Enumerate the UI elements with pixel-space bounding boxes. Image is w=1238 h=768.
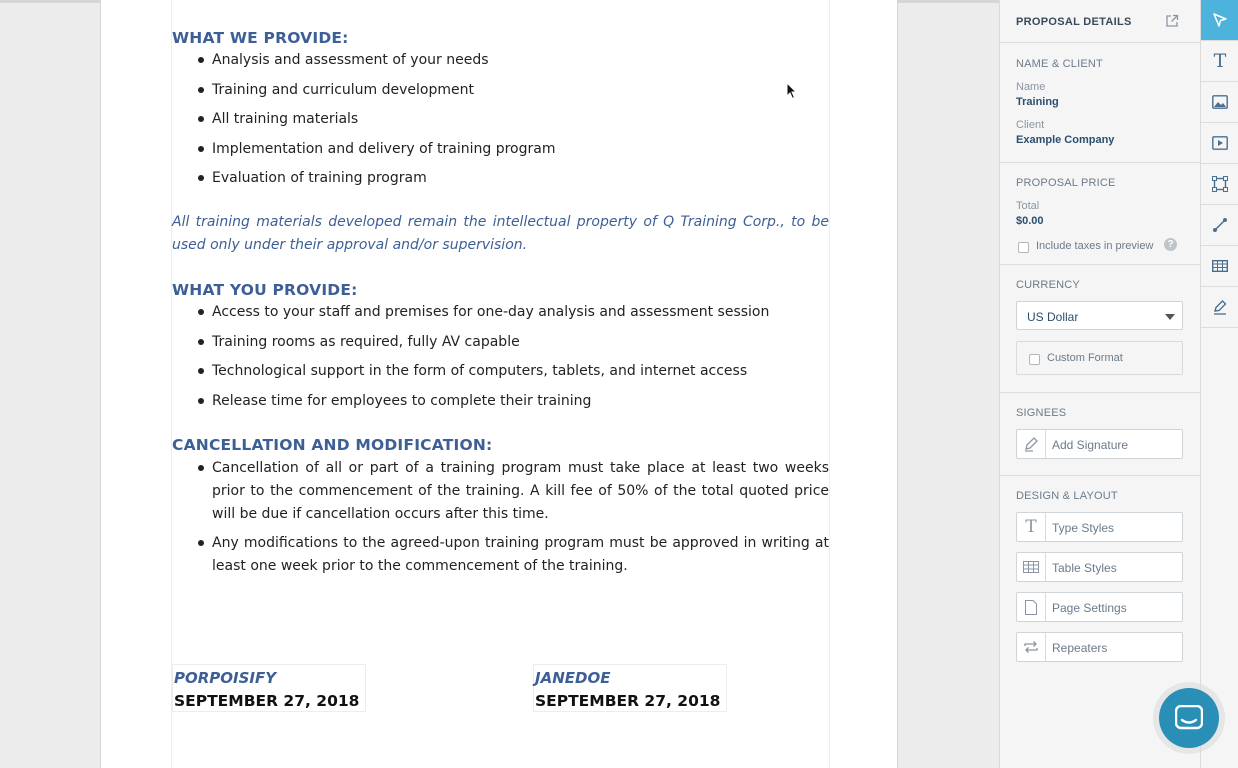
signature-block-janedoe[interactable]: [533, 664, 727, 712]
section-label-signees: SIGNEES: [1016, 407, 1067, 419]
type-styles-button[interactable]: [1016, 512, 1183, 542]
chat-icon: [1175, 705, 1203, 731]
section-label-currency: CURRENCY: [1016, 279, 1080, 291]
client-label: Client: [1016, 119, 1045, 131]
custom-format-box[interactable]: [1016, 341, 1183, 375]
list-item[interactable]: Analysis and assessment of your needs: [172, 49, 829, 72]
total-value: $0.00: [1016, 215, 1044, 227]
chat-launcher-button[interactable]: [1159, 688, 1219, 748]
page-settings-label: Page Settings: [1052, 601, 1127, 615]
divider: [1000, 42, 1200, 43]
video-tool[interactable]: [1201, 123, 1238, 164]
list-item[interactable]: Training rooms as required, fully AV capable: [172, 331, 829, 354]
total-label: Total: [1016, 200, 1040, 212]
external-link-icon[interactable]: [1165, 14, 1179, 28]
include-taxes-label[interactable]: Include taxes in preview: [1036, 240, 1154, 252]
signee-name: PORPOISIFY: [174, 669, 277, 687]
divider: [1000, 392, 1200, 393]
signature-date: SEPTEMBER 27, 2018: [535, 692, 721, 710]
table-styles-button[interactable]: [1016, 552, 1183, 582]
panel-title: PROPOSAL DETAILS: [1016, 16, 1132, 28]
help-icon[interactable]: ?: [1164, 238, 1177, 251]
chevron-down-icon: [1165, 314, 1175, 320]
table-icon: [1017, 553, 1046, 581]
repeaters-button[interactable]: [1016, 632, 1183, 662]
divider: [1000, 475, 1200, 476]
proposal-page[interactable]: [100, 0, 898, 768]
custom-format-checkbox[interactable]: [1029, 354, 1040, 365]
line-icon: [1212, 217, 1228, 233]
list-item[interactable]: Implementation and delivery of training program: [172, 138, 829, 161]
list-item[interactable]: Evaluation of training program: [172, 167, 829, 190]
divider: [1000, 264, 1200, 265]
list-item[interactable]: Technological support in the form of computers, tablets, and internet access: [172, 360, 829, 383]
select-tool[interactable]: [1201, 0, 1238, 41]
ip-note[interactable]: All training materials developed remain the intellectual property of Q Training Corp., to be used only under their approval and/or supervision.: [172, 214, 829, 253]
margin-guide-right: [829, 0, 830, 768]
section-label-proposal-price: PROPOSAL PRICE: [1016, 177, 1116, 189]
section-label-design-layout: DESIGN & LAYOUT: [1016, 490, 1118, 502]
add-signature-button[interactable]: [1016, 429, 1183, 459]
video-icon: [1212, 136, 1228, 150]
custom-format-label[interactable]: Custom Format: [1047, 352, 1123, 364]
shape-icon: [1212, 176, 1228, 192]
repeaters-label: Repeaters: [1052, 641, 1108, 655]
text-tool[interactable]: [1201, 41, 1238, 82]
signature-date: SEPTEMBER 27, 2018: [174, 692, 360, 710]
section-heading-what-we-provide[interactable]: WHAT WE PROVIDE:: [172, 29, 349, 47]
signature-pen-icon: [1212, 299, 1228, 315]
what-we-provide-list: [172, 49, 829, 197]
tool-bar: [1200, 0, 1238, 768]
repeat-icon: [1017, 633, 1046, 661]
list-item[interactable]: Release time for employees to complete their training: [172, 390, 829, 413]
image-icon: [1212, 95, 1228, 109]
add-signature-label: Add Signature: [1052, 438, 1129, 452]
image-tool[interactable]: [1201, 82, 1238, 123]
page-icon: [1017, 593, 1046, 621]
signature-tool[interactable]: [1201, 287, 1238, 328]
list-item[interactable]: Training and curriculum development: [172, 79, 829, 102]
pointer-icon: [1212, 12, 1228, 28]
proposal-details-panel: [999, 0, 1200, 768]
name-label: Name: [1016, 81, 1046, 93]
text-icon: T: [1213, 50, 1227, 72]
client-value[interactable]: Example Company: [1016, 134, 1115, 146]
currency-select[interactable]: [1016, 301, 1183, 330]
section-heading-what-you-provide[interactable]: WHAT YOU PROVIDE:: [172, 281, 358, 299]
list-item[interactable]: Any modifications to the agreed-upon training program must be approved in writing at least one week prior to the commencement of the training.: [172, 532, 829, 578]
section-label-name-client: NAME & CLIENT: [1016, 58, 1103, 70]
type-icon: T: [1017, 513, 1046, 541]
table-tool[interactable]: [1201, 246, 1238, 287]
shape-tool[interactable]: [1201, 164, 1238, 205]
currency-selected-value: US Dollar: [1027, 310, 1079, 324]
divider: [1000, 162, 1200, 163]
list-item[interactable]: Cancellation of all or part of a training program must take place at least two weeks prior to the commencement of the training. A kill fee of 50% of the total quoted price will be due if cancellation occurs after this time.: [172, 457, 829, 526]
list-item[interactable]: Access to your staff and premises for one-day analysis and assessment session: [172, 301, 829, 324]
signee-name: JANEDOE: [535, 669, 611, 687]
mouse-cursor-icon: [786, 82, 798, 100]
signature-pen-icon: [1017, 430, 1046, 458]
page-settings-button[interactable]: [1016, 592, 1183, 622]
include-taxes-checkbox[interactable]: [1018, 242, 1029, 253]
what-you-provide-list: [172, 301, 829, 419]
line-tool[interactable]: [1201, 205, 1238, 246]
section-heading-cancellation[interactable]: CANCELLATION AND MODIFICATION:: [172, 436, 493, 454]
signature-block-porpoisify[interactable]: [172, 664, 366, 712]
table-icon: [1212, 260, 1228, 272]
name-value[interactable]: Training: [1016, 96, 1059, 108]
cancellation-list: [172, 457, 829, 584]
table-styles-label: Table Styles: [1052, 561, 1117, 575]
type-styles-label: Type Styles: [1052, 521, 1115, 535]
list-item[interactable]: All training materials: [172, 108, 829, 131]
